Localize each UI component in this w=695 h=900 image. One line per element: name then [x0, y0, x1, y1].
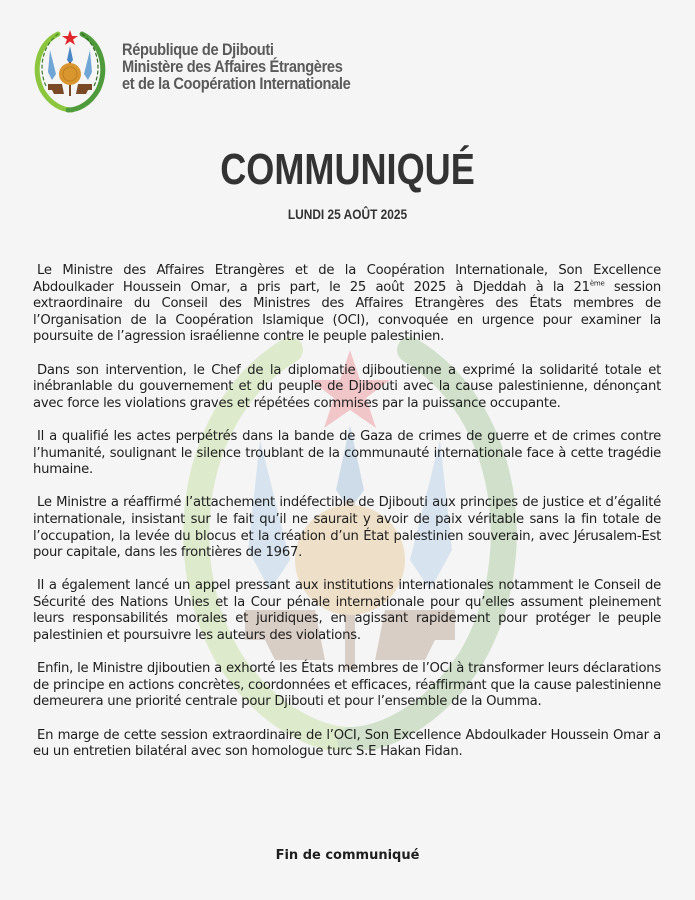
- ministry-name-line2: et de la Coopération Internationale: [122, 73, 351, 93]
- ordinal-superscript: ème: [589, 279, 605, 288]
- paragraph-5: Il a également lancé un appel pressant aux institutions internationales notamment le Conseil de Sécurité des Nations Unies et la Cour pénale internationale pour qu’elles assument pleinement leurs responsabilités morales et juridiques, en agissant rapidement pour protéger le peuple palestinien et poursuivre les auteurs des violations.: [33, 578, 661, 644]
- paragraph-6: Enfin, le Ministre djiboutien a exhorté les États membres de l’OCI à transformer leurs déclarations de principe en actions concrètes, coordonnées et efficaces, réaffirmant que la cause palestinienne demeurera une priorité centrale pour Djibouti et pour l’ensemble de la Oumma.: [33, 661, 661, 710]
- paragraph-1: [33, 263, 661, 346]
- paragraph-3: Il a qualifié les actes perpétrés dans la bande de Gaza de crimes de guerre et de crimes contre l’humanité, soulignant le silence troublant de la communauté internationale face à cette tragédie humaine.: [33, 428, 661, 478]
- communique-body: [33, 263, 661, 777]
- paragraph-4: Le Ministre a réaffirmé l’attachement indéfectible de Djibouti aux principes de justice et d’égalité internationale, insistant sur le fait qu’il ne saurait y avoir de paix véritable sans la fin totale de l’occupation, la levée du blocus et la création d’un État palestinien souverain, avec Jérusalem-Est pour capitale, dans les frontières de 1967.: [33, 495, 661, 561]
- closing-line: Fin de communiqué: [275, 848, 420, 863]
- document-date: LUNDI 25 AOÛT 2025: [287, 206, 408, 222]
- paragraph-7: En marge de cette session extraordinaire de l’OCI, Son Excellence Abdoulkader Houssein Omar a eu un entretien bilatéral avec son homologue turc S.E Hakan Fidan.: [33, 727, 661, 760]
- paragraph-2: Dans son intervention, le Chef de la diplomatie djiboutienne a exprimé la solidarité totale et inébranlable du gouvernement et du peuple de Djibouti avec la cause palestinienne, dénonçant avec force les violations graves et répétées commises par la puissance occupante.: [33, 362, 661, 411]
- paragraph-1-text-a: Le Ministre des Affaires Etrangères et de la Coopération Internationale, Son Excellence Abdoulkader Houssein Omar, a pris part, le 25 août 2025 à Djeddah à la 21: [33, 263, 661, 295]
- paragraph-1-text-b: session extraordinaire du Conseil des Ministres des Affaires Etrangères des États membres de l’Organisation de la Coopération Islamique (OCI), convoquée en urgence pour examiner la poursuite de l’agression israélienne contre le peuple palestinien.: [33, 279, 661, 345]
- country-name: République de Djibouti: [122, 39, 274, 59]
- ministry-name: [122, 41, 350, 92]
- letterhead: [28, 24, 388, 114]
- document-title: COMMUNIQUÉ: [220, 145, 475, 194]
- djibouti-coat-of-arms-icon: [28, 24, 112, 114]
- ministry-name-line1: Ministère des Affaires Étrangères: [122, 56, 343, 76]
